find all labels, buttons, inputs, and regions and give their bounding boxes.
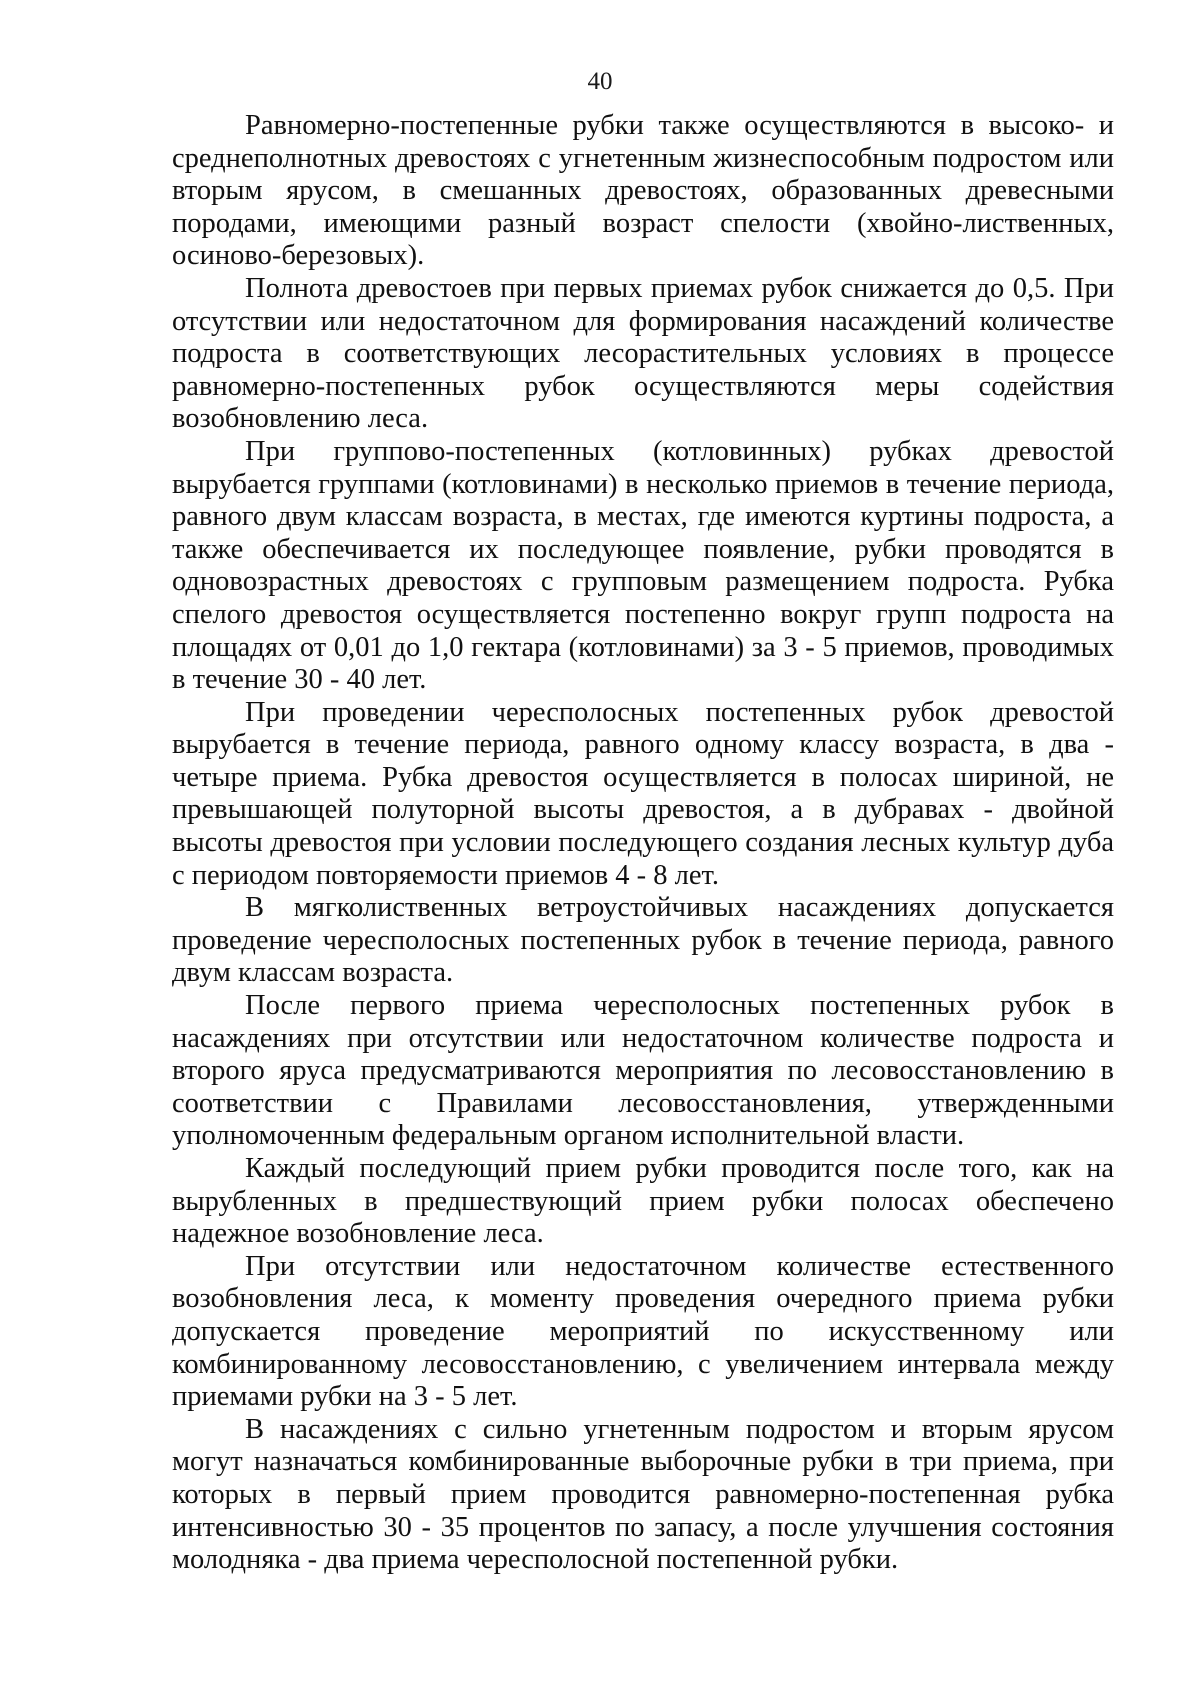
paragraph: При группово-постепенных (котловинных) рубках древостой вырубается группами (котловинами) в несколько приемов в течение периода, равного двум классам возраста, в местах, где имеются куртины подроста, а также обеспечивается их последующее появление, рубки проводятся в одновозрастных древостоях с групповым размещением подроста. Рубка спелого древостоя осуществляется постепенно вокруг групп подроста на площадях от 0,01 до 1,0 гектара (котловинами) за 3 - 5 приемов, проводимых в течение 30 - 40 лет. [172, 435, 1114, 696]
paragraph: При проведении чересполосных постепенных рубок древостой вырубается в течение периода, равного одному классу возраста, в два - четыре приема. Рубка древостоя осуществляется в полосах шириной, не превышающей полуторной высоты древостоя, а в дубравах - двойной высоты древостоя при условии последующего создания лесных культур дуба с периодом повторяемости приемов 4 - 8 лет. [172, 696, 1114, 891]
paragraph: В насаждениях с сильно угнетенным подростом и вторым ярусом могут назначаться комбинированные выборочные рубки в три приема, при которых в первый прием проводится равномерно-постепенная рубка интенсивностью 30 - 35 процентов по запасу, а после улучшения состояния молодняка - два приема чересполосной постепенной рубки. [172, 1413, 1114, 1576]
paragraph: Равномерно-постепенные рубки также осуществляются в высоко- и среднеполнотных древостоях с угнетенным жизнеспособным подростом или вторым ярусом, в смешанных древостоях, образованных древесными породами, имеющими разный возраст спелости (хвойно-лиственных, осиново-березовых). [172, 110, 1114, 272]
page-number: 40 [587, 68, 613, 95]
document-body [172, 110, 1114, 1577]
paragraph: При отсутствии или недостаточном количестве естественного возобновления леса, к моменту проведения очередного приема рубки допускается проведение мероприятий по искусственному или комбинированному лесовосстановлению, с увеличением интервала между приемами рубки на 3 - 5 лет. [172, 1250, 1114, 1413]
paragraph: В мягколиственных ветроустойчивых насаждениях допускается проведение чересполосных постепенных рубок в течение периода, равного двум классам возраста. [172, 892, 1114, 989]
paragraph: Каждый последующий прием рубки проводится после того, как на вырубленных в предшествующий прием рубки полосах обеспечено надежное возобновление леса. [172, 1153, 1114, 1250]
paragraph: После первого приема чересполосных постепенных рубок в насаждениях при отсутствии или недостаточном количестве подроста и второго яруса предусматриваются мероприятия по лесовосстановлению в соответствии с Правилами лесовосстановления, утвержденными уполномоченным федеральным органом исполнительной власти. [172, 990, 1114, 1152]
paragraph: Полнота древостоев при первых приемах рубок снижается до 0,5. При отсутствии или недостаточном для формирования насаждений количестве подроста в соответствующих лесорастительных условиях в процессе равномерно-постепенных рубок осуществляются меры содействия возобновлению леса. [172, 272, 1114, 435]
